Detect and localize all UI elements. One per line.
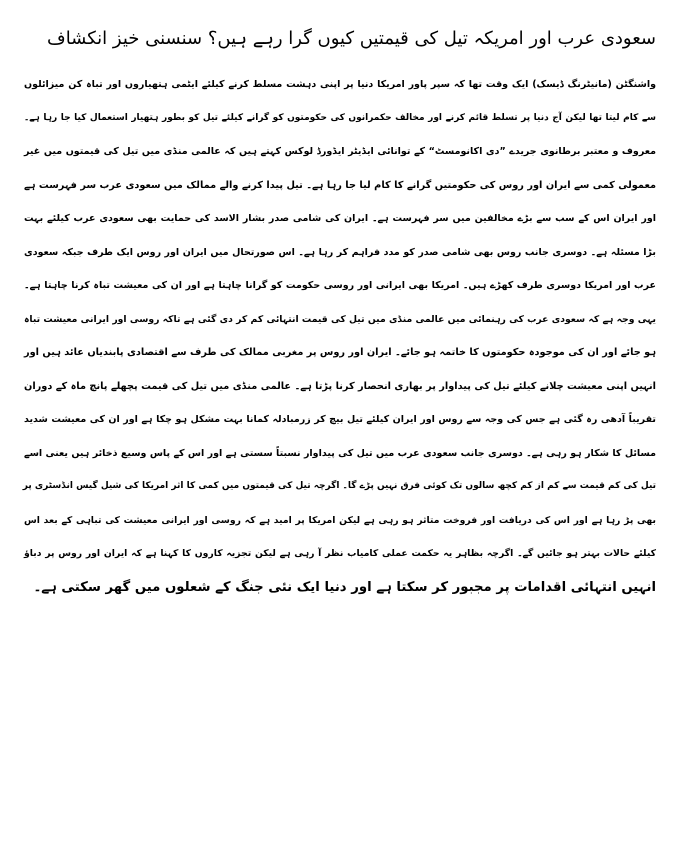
article-line: تقریباً آدھی رہ گئی ہے جس کی وجہ سے روس اور ایران کیلئے تیل بیچ کر زرمبادلہ کمانا بہت مشکل ہو چکا ہے اور ان کی معیشت شدید [24, 414, 656, 425]
article-line: بھی پڑ رہا ہے اور اس کی دریافت اور فروخت متاثر ہو رہی ہے لیکن امریکا پر امید ہے کہ روسی اور ایرانی معیشت کی تباہی کے بعد اس [24, 514, 656, 526]
article-line: یہی وجہ ہے کہ سعودی عرب کی رہنمائی میں عالمی منڈی میں تیل کی قیمت انتہائی کم کر دی گئی ہے تاکہ روسی اور ایرانی معیشت تباہ [24, 313, 656, 325]
article-line: ہو جائے اور ان کی موجودہ حکومتوں کا خاتمہ ہو جائے۔ ایران اور روس پر مغربی ممالک کی طرف سے اقتصادی پابندیاں عائد ہیں اور [24, 347, 656, 358]
article-line: اور ایران اس کے سب سے بڑے مخالفین میں سر فہرست ہے۔ ایران کی شامی صدر بشار الاسد کی حمایت بھی سعودی عرب کیلئے بہت [24, 213, 656, 224]
article-line: بڑا مسئلہ ہے۔ دوسری جانب روس بھی شامی صدر کو مدد فراہم کر رہا ہے۔ اس صورتحال میں ایران اور روس ایک طرف جبکہ سعودی [24, 246, 656, 258]
article-line: کیلئے حالات بہتر ہو جائیں گے۔ اگرچہ بظاہر یہ حکمت عملی کامیاب نظر آ رہی ہے لیکن تجزیہ کاروں کا کہنا ہے کہ ایران اور روس پر دباؤ [24, 548, 656, 559]
article-line: عرب اور امریکا دوسری طرف کھڑے ہیں۔ امریکا بھی ایرانی اور روسی حکومت کو گرانا چاہتا ہے اور ان کی معیشت تباہ کرنا چاہتا ہے۔ [24, 280, 656, 291]
article-line: انہیں انتہائی اقدامات پر مجبور کر سکتا ہے اور دنیا ایک نئی جنگ کے شعلوں میں گھر سکتی ہے۔ [33, 579, 656, 595]
article-line: معمولی کمی سے ایران اور روس کی حکومتیں گرانے کا کام لیا جا رہا ہے۔ تیل پیدا کرنے والے ممالک میں سعودی عرب سر فہرست ہے [24, 179, 656, 191]
article-body [24, 68, 656, 604]
article-line: انہیں اپنی معیشت چلانے کیلئے تیل کی پیداوار پر بھاری انحصار کرنا پڑتا ہے۔ عالمی منڈی میں تیل کی قیمت پچھلے پانچ ماہ کے دوران [24, 380, 656, 392]
article-line: واشنگٹن (مانیٹرنگ ڈیسک) ایک وقت تھا کہ سپر پاور امریکا دنیا پر اپنی دہشت مسلط کرنے کیلئے ایٹمی ہتھیاروں اور تباہ کن میزائلوں [24, 79, 656, 90]
article-title: سعودی عرب اور امریکہ تیل کی قیمتیں کیوں گرا رہے ہیں؟ سنسنی خیز انکشاف [47, 28, 656, 49]
article-line: تیل کی کم قیمت سے کم از کم کچھ سالوں تک کوئی فرق نہیں پڑے گا۔ اگرچہ تیل کی قیمتوں میں کمی کا اثر امریکا کی شیل گیس انڈسٹری پر [22, 481, 656, 491]
article-line: مسائل کا شکار ہو رہی ہے۔ دوسری جانب سعودی عرب میں تیل کی پیداوار نسبتاً سستی ہے اور اس کے پاس وسیع ذخائر ہیں یعنی اسے [24, 447, 656, 459]
article-line: معروف و معتبر برطانوی جریدے ”دی اکانومسٹ“ کے توانائی ایڈیٹر ایڈورڈ لوکس کہتے ہیں کہ عالمی منڈی میں تیل کی قیمتوں میں غیر [24, 146, 656, 157]
article-line: سے کام لیتا تھا لیکن آج دنیا پر تسلط قائم کرنے اور مخالف حکمرانوں کی حکومتوں کو گرانے کیلئے تیل کو بطور ہتھیار استعمال کیا جا رہا ہے۔ [24, 112, 656, 123]
